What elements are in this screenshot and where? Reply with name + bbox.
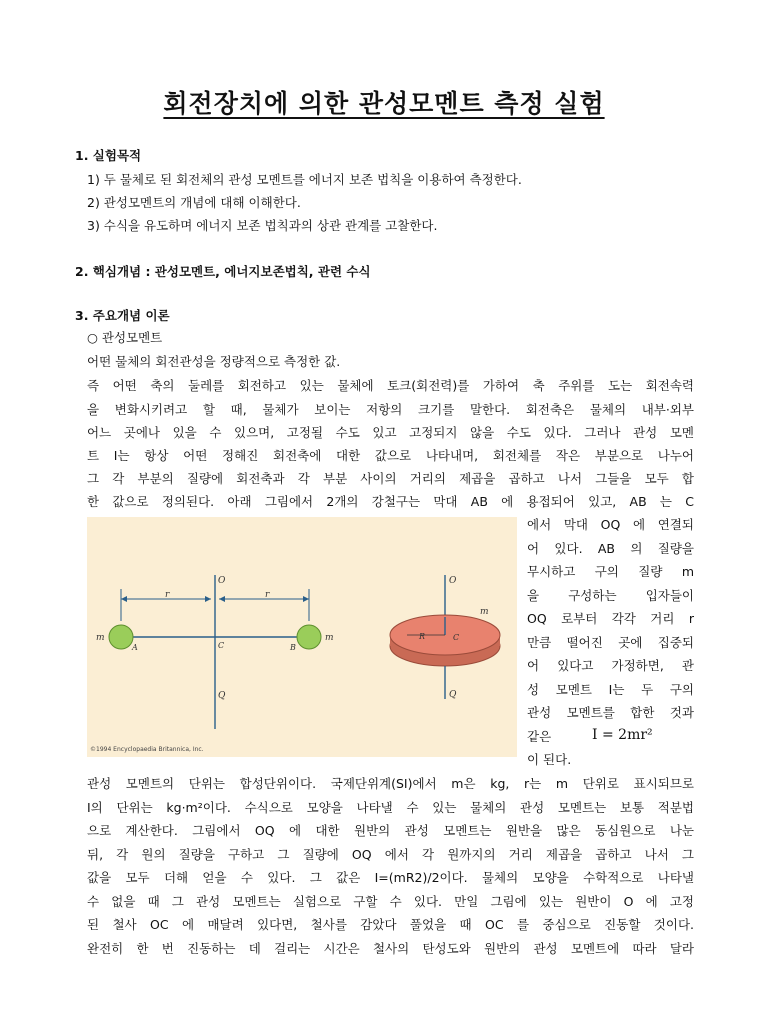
label-c-left: C [218, 641, 225, 650]
arrow-head-icon [121, 596, 127, 602]
side-line: 어 있다. AB 의 질량을 [527, 541, 694, 556]
side-line: 무시하고 구의 질량 m [527, 564, 694, 579]
arrow-head-icon [205, 596, 211, 602]
side-line: 어 있다고 가정하면, 관 [527, 658, 694, 673]
paragraph-line: 뒤, 각 원의 질량을 구하고 그 질량에 OQ 에서 각 원까지의 거리 제곱을 곱하고 나서 그 [87, 847, 694, 862]
label-q-right: Q [449, 690, 457, 700]
figure-copyright: ©1994 Encyclopaedia Britannica, Inc. [90, 746, 204, 753]
label-m-left: m [96, 633, 105, 643]
paragraph-line: I의 단위는 kg·m²이다. 수식으로 모양을 나타낼 수 있는 물체의 관성 모멘트는 보통 적분법 [87, 800, 694, 815]
side-line: 성 모멘트 I는 두 구의 [527, 682, 694, 697]
arrow-head-icon [219, 596, 225, 602]
paragraph-line: 즉 어떤 축의 둘레를 회전하고 있는 물체에 토크(회전력)를 가하여 축 주위를 도는 회전속력 [87, 378, 694, 393]
label-q-left: Q [218, 691, 226, 701]
paragraph-line: 으로 계산한다. 그림에서 OQ 에 대한 원반의 관성 모멘트는 원반을 많은 동심원으로 나눈 [87, 823, 694, 838]
paragraph-line: 한 값으로 정의된다. 아래 그림에서 2개의 강철구는 막대 AB 에 용접되어 있고, AB 는 C [87, 494, 694, 509]
formula: I = 2mr² [592, 727, 653, 743]
side-line: 을 구성하는 입자들이 [527, 588, 694, 603]
formula-lead: 같은 [527, 729, 552, 744]
label-r: r [165, 590, 170, 600]
paragraph-line: 수 없을 때 그 관성 모멘트는 실험으로 구할 수 있다. 만일 그림에 있는 원반이 O 에 고정 [87, 894, 694, 909]
label-b: B [290, 643, 296, 652]
label-c-right: C [453, 633, 460, 642]
section1-heading: 1. 실험목적 [75, 148, 142, 163]
side-line: 만큼 떨어진 곳에 집중되 [527, 635, 694, 650]
sphere-right [297, 625, 321, 649]
label-r: r [265, 590, 270, 600]
section1-item: 1) 두 물체로 된 회전체의 관성 모멘트를 에너지 보존 법칙을 이용하여 측정한다. [87, 172, 522, 187]
conclusion-text: 이 된다. [527, 752, 572, 767]
inertia-diagram [87, 517, 517, 757]
page-title: 회전장치에 의한 관성모멘트 측정 실험 [163, 89, 605, 118]
side-line: 관성 모멘트를 합한 것과 [527, 705, 694, 720]
paragraph-line: 된 철사 OC 에 매달려 있다면, 철사를 감았다 풀었을 때 OC 를 중심으로 진동할 것이다. [87, 917, 694, 932]
section2-heading: 2. 핵심개념 : 관성모멘트, 에너지보존법칙, 관련 수식 [75, 264, 371, 279]
label-o-left: O [218, 576, 226, 586]
side-line: 에서 막대 OQ 에 연결되 [527, 517, 694, 532]
sphere-left [109, 625, 133, 649]
inertia-figure [87, 517, 517, 757]
section3-heading: 3. 주요개념 이론 [75, 308, 170, 323]
paragraph-line: 어느 곳에나 있을 수 있으며, 고정될 수도 있고 고정되지 않을 수도 있다. 그러나 관성 모멘 [87, 425, 694, 440]
definition-text: 어떤 물체의 회전관성을 정량적으로 측정한 값. [87, 354, 341, 369]
label-r-disk: R [419, 632, 426, 641]
label-m-right: m [325, 633, 334, 643]
section1-item: 2) 관성모멘트의 개념에 대해 이해한다. [87, 195, 301, 210]
paragraph-line: 관성 모멘트의 단위는 합성단위이다. 국제단위계(SI)에서 m은 kg, r는 m 단위로 표시되므로 [87, 776, 694, 791]
section1-item: 3) 수식을 유도하며 에너지 보존 법칙과의 상관 관계를 고찰한다. [87, 218, 438, 233]
label-a: A [132, 643, 138, 652]
side-line: OQ 로부터 각각 거리 r [527, 611, 694, 626]
paragraph-line: 트 I는 항상 어떤 정해진 회전축에 대한 값으로 나타내며, 회전체를 작은 부분으로 나누어 [87, 448, 694, 463]
paragraph-line: 그 각 부분의 질량에 회전축과 각 부분 사이의 거리의 제곱을 곱하고 나서 그들을 모두 합 [87, 471, 694, 486]
paragraph-line: 값을 모두 더해 얻을 수 있다. 그 값은 I=(mR2)/2이다. 물체의 모양을 수학적으로 나타낼 [87, 870, 694, 885]
paragraph-line: 을 변화시키려고 할 때, 물체가 보이는 저항의 크기를 말한다. 회전축은 물체의 내부·외부 [87, 402, 694, 417]
arrow-head-icon [303, 596, 309, 602]
label-o-right: O [449, 576, 457, 586]
section3-subheading: ○ 관성모멘트 [87, 330, 163, 345]
label-m-disk: m [480, 607, 489, 617]
paragraph-line: 완전히 한 번 진동하는 데 걸리는 시간은 철사의 탄성도와 원반의 관성 모멘트에 따라 달라 [87, 941, 694, 956]
